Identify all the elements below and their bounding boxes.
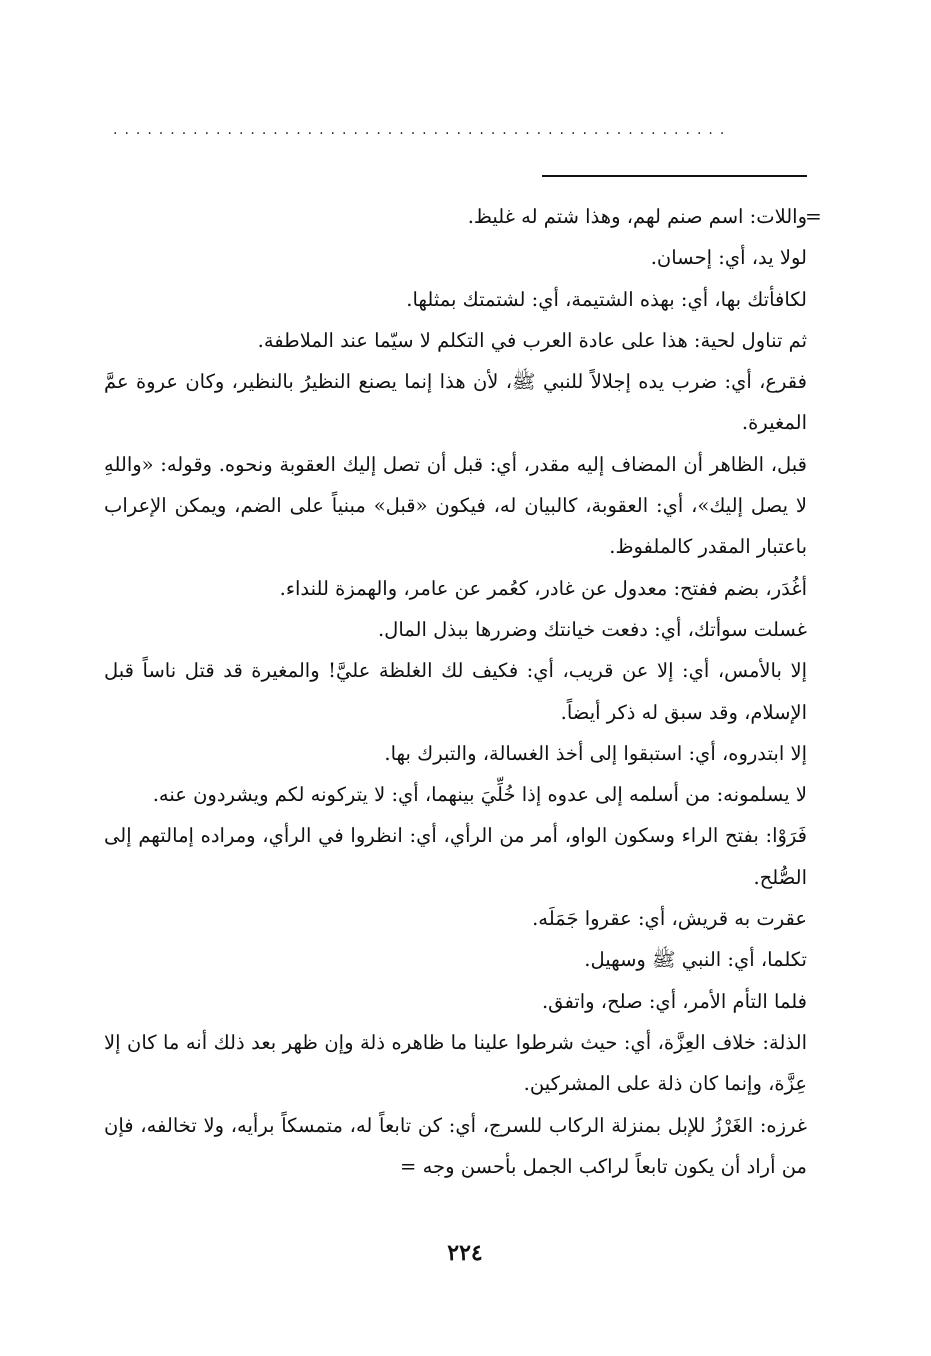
footnote-rule	[542, 175, 807, 177]
paragraph: إلا بالأمس، أي: إلا عن قريب، أي: فكيف لك الغلظة عليَّ! والمغيرة قد قتل ناساً قبل الإسلام، وقد سبق له ذكر أيضاً.	[104, 659, 807, 724]
paragraph: إلا ابتدروه، أي: استبقوا إلى أخذ الغسالة، والتبرك بها.	[384, 741, 807, 765]
paragraph: قبل، الظاهر أن المضاف إليه مقدر، أي: قبل أن تصل إليك العقوبة ونحوه. وقوله: «واللهِ لا يصل إليك»، أي: العقوبة، كالبيان له، فيكون «قبل» مبنياً على الضم، ويمكن الإعراب باعتبار المقدر كالملفوظ.	[104, 452, 807, 559]
paragraph: لولا يد، أي: إحسان.	[650, 246, 807, 270]
paragraph: لا يسلمونه: من أسلمه إلى عدوه إذا خُلِّيَ بينهما، أي: لا يتركونه لكم ويشردون عنه.	[152, 783, 807, 807]
paragraph: فقرع، أي: ضرب يده إجلالاً للنبي ﷺ، لأن هذا إنما يصنع النظيرُ بالنظير، وكان عروة عمَّ المغيرة.	[104, 370, 807, 435]
paragraph: غسلت سوأتك، أي: دفعت خيانتك وضررها ببذل المال.	[377, 617, 807, 641]
paragraph: لكافأتك بها، أي: بهذه الشتيمة، أي: لشتمتك بمثلها.	[406, 287, 807, 311]
paragraph: الذلة: خلاف العِزَّة، أي: حيث شرطوا علينا ما ظاهره ذلة وإن ظهر بعد ذلك أنه ما كان إلا عِزَّة، وإنما كان ذلة على المشركين.	[104, 1030, 807, 1096]
continuation-mark: =	[805, 204, 822, 228]
paragraph: ثم تناول لحية: هذا على عادة العرب في التكلم لا سيّما عند الملاطفة.	[257, 328, 807, 352]
paragraph: غرزه: الغَرْزُ للإبل بمنزلة الركاب للسرج، أي: كن تابعاً له، متمسكاً برأيه، ولا تخالفه، فإن من أراد أن يكون تابعاً لراكب الجمل بأحسن وجه =	[104, 1113, 807, 1178]
paragraph: فلما التأم الأمر، أي: صلح، واتفق.	[541, 989, 807, 1013]
dotted-separator: ......................................................	[113, 122, 732, 138]
paragraph: واللات: اسم صنم لهم، وهذا شتم له غليظ.	[467, 205, 807, 228]
footnote-text	[104, 196, 807, 1187]
paragraph: أغُدَر، بضم ففتح: معدول عن غادر، كعُمر عن عامر، والهمزة للنداء.	[279, 576, 807, 600]
paragraph: تكلما، أي: النبي ﷺ وسهيل.	[584, 948, 807, 972]
page-number: ٢٢٤	[447, 1240, 483, 1266]
paragraph: عقرت به قريش، أي: عقروا جَمَلَه.	[532, 907, 807, 931]
paragraph: فَرَوْا: بفتح الراء وسكون الواو، أمر من الرأي، أي: انظروا في الرأي، ومراده إمالتهم إلى الصُّلح.	[104, 824, 807, 889]
